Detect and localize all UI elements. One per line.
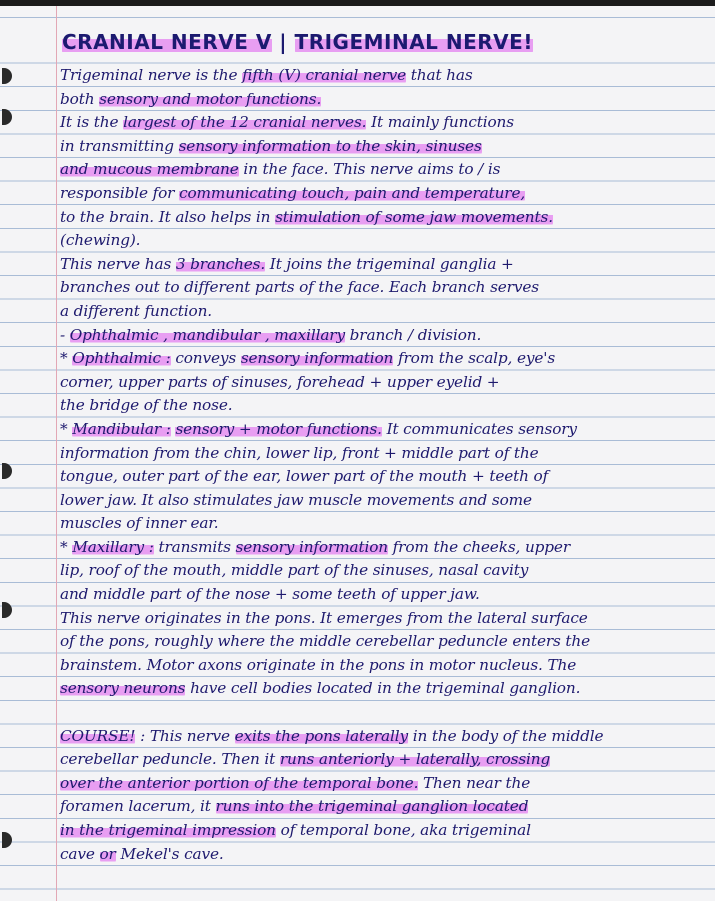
note-text: muscles of inner ear. xyxy=(60,514,219,533)
title-separator: | xyxy=(271,30,295,54)
note-line xyxy=(60,135,710,159)
note-text: This nerve originates in the pons. It emerges from the lateral surface xyxy=(60,608,588,627)
note-text: of the pons, roughly where the middle cerebellar peduncle enters the xyxy=(60,632,591,651)
note-text: brainstem. Motor axons originate in the pons in motor nucleus. The xyxy=(60,655,577,674)
note-line xyxy=(60,300,710,324)
note-line xyxy=(60,512,710,536)
note-text: to the brain. It also helps in xyxy=(60,207,276,226)
note-line xyxy=(60,206,710,230)
note-text: lip, roof of the mouth, middle part of the sinuses, nasal cavity xyxy=(60,561,529,580)
highlighted-text: sensory information xyxy=(240,349,394,368)
note-line xyxy=(60,559,710,583)
note-text: * xyxy=(60,419,73,438)
highlighted-text: sensory information to the skin, sinuses xyxy=(178,136,482,155)
note-line xyxy=(60,630,710,654)
note-line xyxy=(60,583,710,607)
note-text: branch / division. xyxy=(344,325,482,344)
note-line xyxy=(60,465,710,489)
note-text: and middle part of the nose + some teeth of upper jaw. xyxy=(60,585,480,604)
note-text: in the body of the middle xyxy=(408,726,604,745)
note-line xyxy=(60,253,710,277)
note-line xyxy=(60,607,710,631)
note-line xyxy=(60,677,710,701)
note-line xyxy=(60,347,710,371)
note-text: It joins the trigeminal ganglia + xyxy=(265,254,514,273)
highlighted-text: COURSE! xyxy=(60,726,136,745)
note-text: information from the chin, lower lip, front + middle part of the xyxy=(60,443,539,462)
note-line xyxy=(60,182,710,206)
note-text: in transmitting xyxy=(60,136,179,155)
note-line xyxy=(60,371,710,395)
binder-hole xyxy=(2,109,12,125)
note-line xyxy=(60,64,710,88)
highlighted-text: over the anterior portion of the temporal bone. xyxy=(60,773,419,792)
note-line xyxy=(60,276,710,300)
binder-hole xyxy=(2,463,12,479)
note-text: It mainly functions xyxy=(366,113,514,132)
note-text: - xyxy=(60,325,70,344)
note-text: the bridge of the nose. xyxy=(60,396,233,415)
note-line xyxy=(60,418,710,442)
note-text: lower jaw. It also stimulates jaw muscle movements and some xyxy=(60,490,532,509)
note-text: have cell bodies located in the trigeminal ganglion. xyxy=(185,679,581,698)
note-line xyxy=(60,772,710,796)
note-body xyxy=(60,64,710,866)
note-line xyxy=(60,111,710,135)
note-text: conveys xyxy=(170,349,241,368)
note-text: : This nerve xyxy=(135,726,235,745)
highlighted-text: sensory neurons xyxy=(60,679,186,698)
highlighted-text: sensory + motor functions. xyxy=(175,419,382,438)
note-text: that has xyxy=(406,66,473,84)
highlighted-text: stimulation of some jaw movements. xyxy=(275,207,553,226)
note-line xyxy=(60,536,710,560)
note-line xyxy=(60,795,710,819)
note-text: cerebellar peduncle. Then it xyxy=(60,750,280,769)
note-text: a different function. xyxy=(60,301,213,320)
note-text: * xyxy=(60,349,73,368)
note-line xyxy=(60,88,710,112)
highlighted-text: runs into the trigeminal ganglion located xyxy=(215,797,529,816)
note-line xyxy=(60,489,710,513)
note-text: from the cheeks, upper xyxy=(387,537,571,556)
highlighted-text: Ophthalmic : xyxy=(72,349,171,368)
note-line xyxy=(60,843,710,867)
note-text: It is the xyxy=(60,113,124,132)
note-text: corner, upper parts of sinuses, forehead + upper eyelid + xyxy=(60,372,500,391)
note-line xyxy=(60,819,710,843)
note-text: This nerve has xyxy=(60,254,176,273)
note-line xyxy=(60,324,710,348)
highlighted-text: communicating touch, pain and temperature, xyxy=(179,183,526,202)
highlighted-text: Mandibular : xyxy=(72,419,171,438)
margin-line xyxy=(56,6,57,901)
highlighted-text: runs anteriorly + laterally, crossing xyxy=(279,750,551,769)
highlighted-text: largest of the 12 cranial nerves. xyxy=(123,113,367,132)
title-highlight: CRANIAL NERVE V xyxy=(62,30,272,54)
note-text: both xyxy=(60,89,100,108)
highlighted-text: and mucous membrane xyxy=(60,160,239,179)
note-text: tongue, outer part of the ear, lower part of the mouth + teeth of xyxy=(60,467,549,486)
binder-hole xyxy=(2,68,12,84)
highlighted-text: sensory and motor functions. xyxy=(99,89,322,108)
note-line xyxy=(60,394,710,418)
note-text: of temporal bone, aka trigeminal xyxy=(275,821,531,839)
highlighted-text: exits the pons laterally xyxy=(234,726,409,745)
page-title xyxy=(62,30,533,54)
highlighted-text: sensory information xyxy=(235,537,388,556)
note-text: It communicates sensory xyxy=(381,419,577,438)
note-line xyxy=(60,748,710,772)
note-line xyxy=(60,442,710,466)
binder-hole xyxy=(2,832,12,848)
note-text: from the scalp, eye's xyxy=(393,349,556,368)
highlighted-text: Ophthalmic , mandibular , maxillary xyxy=(69,325,345,344)
blank-line xyxy=(60,701,710,725)
note-text: * xyxy=(60,537,73,556)
note-line xyxy=(60,158,710,182)
binder-hole xyxy=(2,602,12,618)
note-line xyxy=(60,229,710,253)
note-text: responsible for xyxy=(60,183,180,202)
note-text: Mekel's cave. xyxy=(115,844,224,863)
note-text: cave xyxy=(60,844,100,863)
note-line xyxy=(60,654,710,678)
highlighted-text: Maxillary : xyxy=(72,537,154,556)
note-text: transmits xyxy=(153,537,236,556)
note-line xyxy=(60,725,710,749)
highlighted-text: or xyxy=(99,844,116,863)
note-text: Trigeminal nerve is the xyxy=(60,66,243,84)
highlighted-text: fifth (V) cranial nerve xyxy=(242,66,407,84)
note-text: (chewing). xyxy=(60,231,141,250)
note-text: foramen lacerum, it xyxy=(60,797,216,816)
note-text: Then near the xyxy=(418,773,531,792)
note-text: in the face. This nerve aims to / is xyxy=(238,160,501,179)
note-text: branches out to different parts of the face. Each branch serves xyxy=(60,278,539,297)
highlighted-text: 3 branches. xyxy=(175,254,266,273)
highlighted-text: in the trigeminal impression xyxy=(60,821,276,839)
notebook-page xyxy=(0,6,715,901)
title-highlight: TRIGEMINAL NERVE! xyxy=(294,30,533,54)
